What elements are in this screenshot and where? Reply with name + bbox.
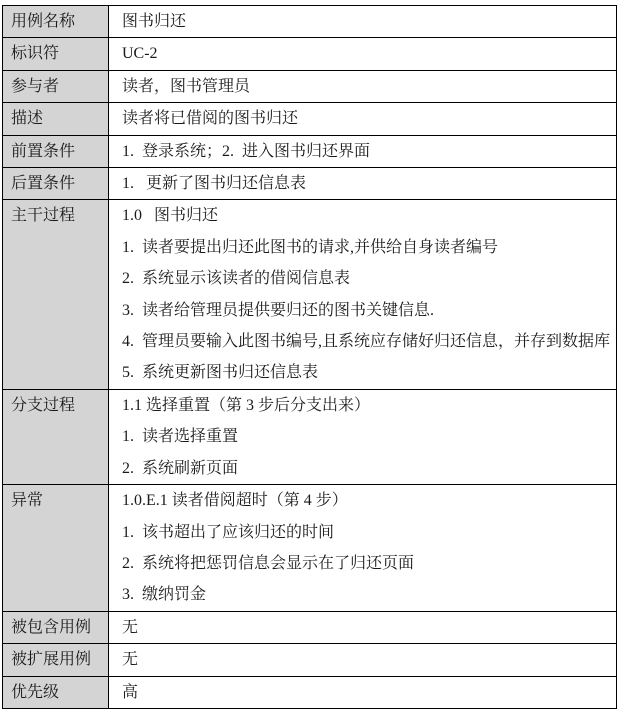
table-row: [3, 168, 616, 200]
value-line: 高: [122, 683, 139, 701]
value-line: 1.0.E.1 读者借阅超时（第 4 步）: [122, 492, 348, 510]
row-label: 主干过程: [3, 200, 109, 388]
row-value: [109, 390, 616, 484]
row-label: 被扩展用例: [3, 644, 109, 675]
value-line: 1.0 图书归还: [122, 207, 219, 225]
value-line: 3. 读者给管理员提供要归还的图书关键信息.: [122, 301, 435, 319]
row-value: [109, 677, 616, 708]
value-line: 读者将已借阅的图书归还: [122, 110, 299, 128]
value-line: 2. 系统刷新页面: [122, 459, 239, 477]
value-line: 5. 系统更新图书归还信息表: [122, 364, 319, 382]
row-label: 参与者: [3, 71, 109, 102]
table-row: [3, 38, 616, 70]
table-row: [3, 677, 616, 708]
row-value: [109, 38, 616, 69]
row-value: [109, 6, 616, 37]
row-value: [109, 136, 616, 167]
value-line: 1.1 选择重置（第 3 步后分支出来）: [122, 396, 371, 414]
table-row: [3, 644, 616, 676]
row-label: 被包含用例: [3, 612, 109, 643]
table-row: [3, 136, 616, 168]
value-line: UC-2: [122, 45, 158, 63]
row-value: [109, 103, 616, 134]
value-line: 无: [122, 618, 139, 636]
value-line: 1. 登录系统；2. 进入图书归还界面: [122, 142, 371, 160]
value-line: 1. 读者要提出归还此图书的请求,并供给自身读者编号: [122, 238, 499, 256]
table-row: [3, 612, 616, 644]
value-line: 图书归还: [122, 13, 187, 30]
row-label: 异常: [3, 485, 109, 611]
table-row: [3, 6, 616, 38]
value-line: 3. 缴纳罚金: [122, 586, 207, 604]
row-label: 用例名称: [3, 6, 109, 37]
table-row: [3, 485, 616, 612]
row-label: 后置条件: [3, 168, 109, 199]
row-value: [109, 485, 616, 611]
row-value: [109, 200, 616, 388]
value-line: 2. 系统将把惩罚信息会显示在了归还页面: [122, 554, 415, 572]
row-label: 分支过程: [3, 390, 109, 484]
value-line: 2. 系统显示该读者的借阅信息表: [122, 270, 351, 288]
value-line: 无: [122, 651, 139, 669]
table-row: [3, 103, 616, 135]
table-row: [3, 390, 616, 485]
value-line: 1. 读者选择重置: [122, 428, 239, 446]
table-row: [3, 200, 616, 389]
row-value: [109, 612, 616, 643]
use-case-table: [2, 5, 617, 709]
value-line: 1. 该书超出了应该归还的时间: [122, 523, 335, 541]
table-row: [3, 71, 616, 103]
row-label: 标识符: [3, 38, 109, 69]
value-line: 4. 管理员要输入此图书编号,且系统应存储好归还信息，并存到数据库: [122, 333, 611, 351]
row-label: 前置条件: [3, 136, 109, 167]
row-value: [109, 644, 616, 675]
row-value: [109, 168, 616, 199]
row-label: 描述: [3, 103, 109, 134]
row-value: [109, 71, 616, 102]
row-label: 优先级: [3, 677, 109, 708]
value-line: 1. 更新了图书归还信息表: [122, 175, 307, 193]
value-line: 读者，图书管理员: [122, 77, 251, 95]
